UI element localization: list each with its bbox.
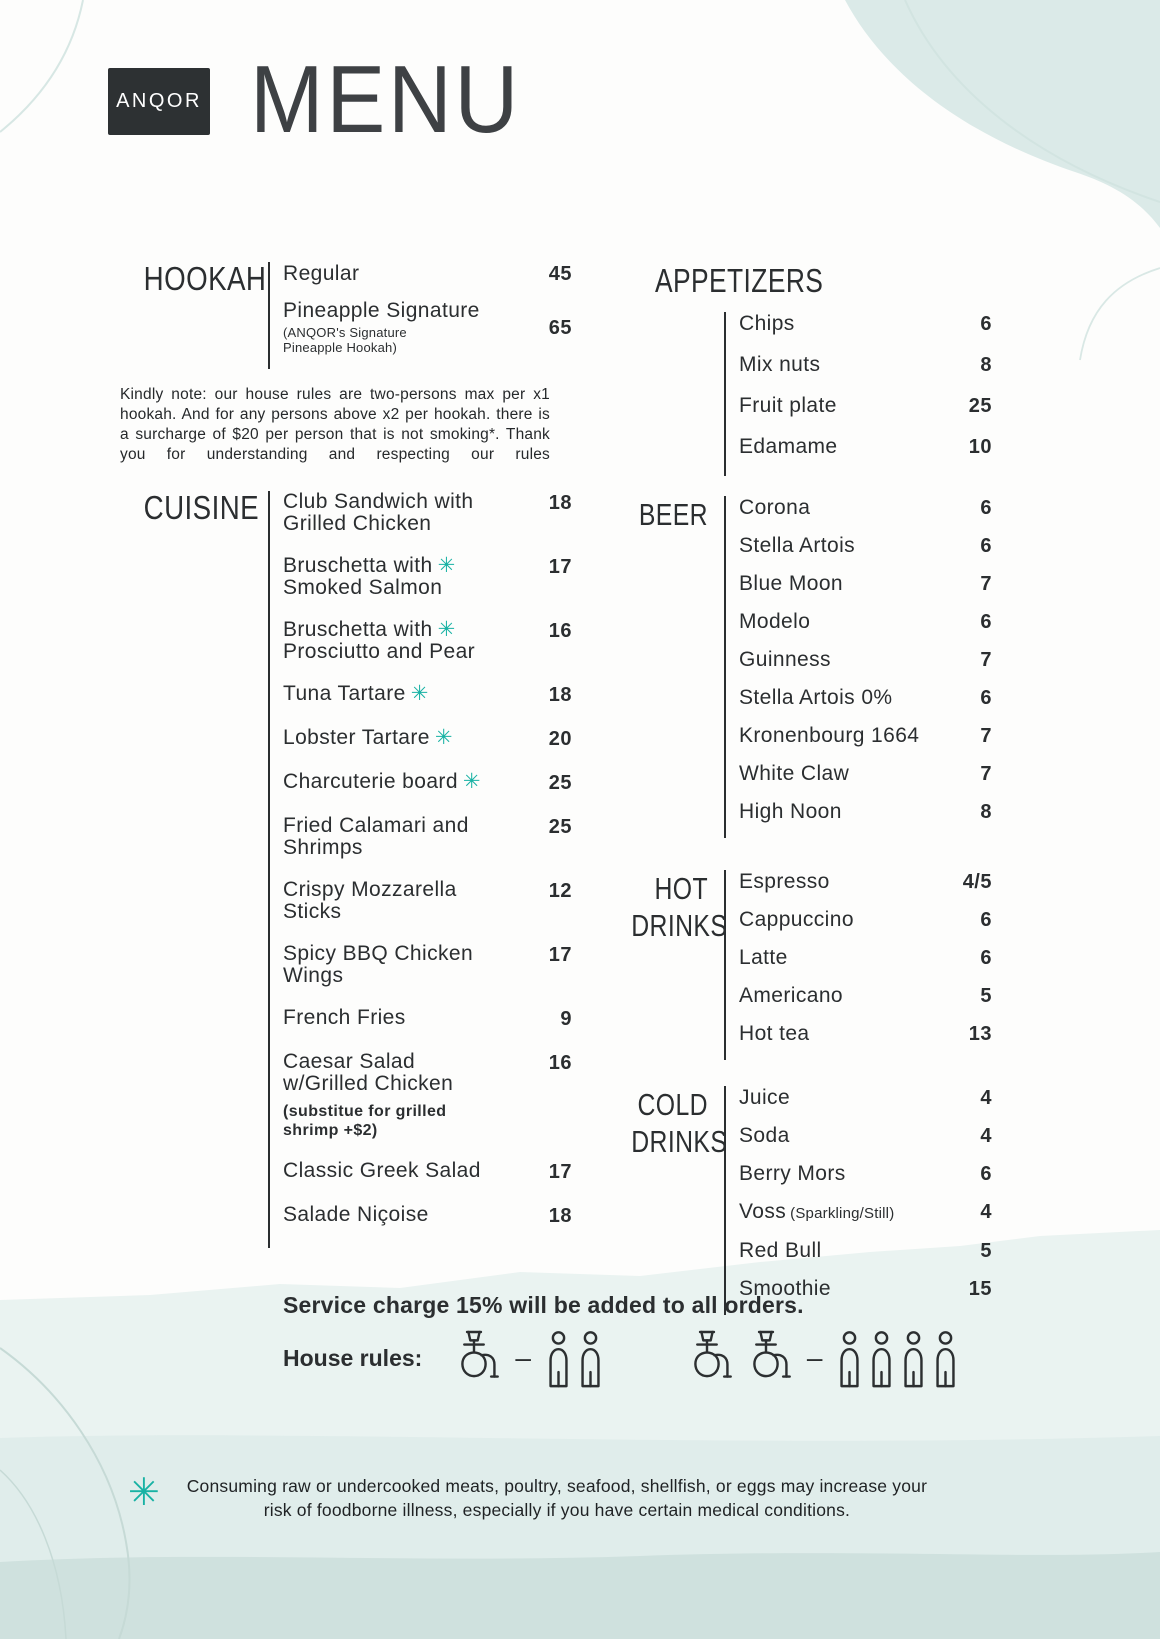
person-icon (933, 1330, 958, 1388)
person-icon (837, 1330, 862, 1388)
item-price: 18 (548, 492, 572, 514)
item-price: 4 (980, 1087, 992, 1109)
menu-item-row (283, 771, 572, 795)
item-price: 4 (980, 1201, 992, 1223)
item-price: 7 (980, 763, 992, 785)
menu-item-row (739, 1124, 992, 1148)
menu-item-row (739, 1239, 992, 1263)
disclaimer-text: Consuming raw or undercooked meats, poultry, seafood, shellfish, or eggs may increase your risk of foodborne illness, especially if you have certain medical conditions. (186, 1476, 928, 1520)
item-name-line2: Smoked Salmon (283, 576, 443, 599)
item-price: 16 (548, 620, 572, 642)
hookah-icon (681, 1328, 733, 1388)
item-price: 6 (980, 497, 992, 519)
section-cuisine (120, 491, 572, 1248)
item-note: (substitue for grilled shrimp +$2) (283, 1103, 447, 1139)
cuisine-items (268, 491, 572, 1248)
item-price: 7 (980, 725, 992, 747)
raw-food-disclaimer (128, 1474, 940, 1522)
menu-item-row (739, 984, 992, 1008)
menu-item-row (739, 353, 992, 377)
person-icon (901, 1330, 926, 1388)
item-name: White Claw (739, 762, 850, 785)
label-spacer (612, 312, 724, 476)
item-price: 16 (548, 1052, 572, 1074)
item-price: 12 (548, 880, 572, 902)
section-cold-drinks (612, 1086, 992, 1315)
menu-item-row (739, 312, 992, 336)
menu-item-row (283, 1204, 572, 1228)
item-price: 5 (980, 1240, 992, 1262)
item-name: Espresso (739, 870, 830, 893)
item-name: High Noon (739, 800, 842, 823)
hookah-icon (448, 1328, 500, 1388)
menu-item-row (739, 908, 992, 932)
house-rule-group-1 (448, 1328, 603, 1388)
brand-logo (108, 68, 210, 135)
item-price: 8 (980, 801, 992, 823)
house-rule-group-2 (681, 1328, 959, 1388)
section-label-hot-drinks: HOT DRINKS (631, 871, 728, 943)
brand-logo-text: ANQOR (116, 90, 202, 112)
item-name: Voss (Sparkling/Still) (739, 1200, 895, 1223)
item-name: French Fries (283, 1006, 406, 1029)
item-name: Stella Artois (739, 534, 856, 557)
item-price: 17 (548, 944, 572, 966)
item-name: Berry Mors (739, 1162, 846, 1185)
item-price: 17 (548, 556, 572, 578)
menu-item-row (739, 394, 992, 418)
item-price: 10 (968, 436, 992, 458)
person-icon (869, 1330, 894, 1388)
item-name: Cappuccino (739, 908, 854, 931)
menu-item-row (283, 262, 572, 286)
item-name: Americano (739, 984, 843, 1007)
section-hookah (120, 262, 572, 465)
item-name: Guinness (739, 648, 831, 671)
item-name: Latte (739, 946, 788, 969)
item-name: Kronenbourg 1664 (739, 724, 920, 747)
item-price: 13 (968, 1023, 992, 1045)
item-name: Stella Artois 0% (739, 686, 893, 709)
item-name: Chips (739, 312, 795, 335)
item-price: 6 (980, 313, 992, 335)
item-name: Hot tea (739, 1022, 810, 1045)
item-price: 6 (980, 611, 992, 633)
item-price: 18 (548, 684, 572, 706)
item-price: 9 (560, 1008, 572, 1030)
section-beer (612, 496, 992, 838)
raw-food-star-icon: ✳ (128, 1472, 160, 1514)
item-name: Spicy BBQ Chicken Wings (283, 942, 474, 987)
menu-item-row (283, 727, 572, 751)
item-name: Regular (283, 262, 360, 285)
menu-item-row (739, 435, 992, 459)
menu-item-row (739, 946, 992, 970)
beer-items (724, 496, 992, 838)
raw-food-star-icon: ✳ (434, 726, 453, 749)
section-hot-drinks (612, 870, 992, 1060)
item-price: 6 (980, 687, 992, 709)
item-name: Lobster Tartare ✳ (283, 726, 453, 749)
item-name-line2: Grilled Chicken (283, 512, 432, 535)
menu-item-row (283, 300, 572, 355)
item-subtext: (ANQOR's Signature Pineapple Hookah) (283, 325, 407, 355)
menu-item-row (283, 815, 572, 859)
person-icon (578, 1330, 603, 1388)
item-name: Corona (739, 496, 811, 519)
menu-item-row (739, 762, 992, 786)
menu-item-row (739, 1086, 992, 1110)
raw-food-star-icon: ✳ (462, 770, 481, 793)
item-name-line2: Prosciutto and Pear (283, 640, 476, 663)
item-price: 20 (548, 728, 572, 750)
menu-item-row (739, 686, 992, 710)
menu-item-row (739, 800, 992, 824)
item-name: Tuna Tartare ✳ (283, 682, 429, 705)
item-name: Edamame (739, 435, 838, 458)
menu-item-row (739, 1162, 992, 1186)
hookah-house-rules-note: Kindly note: our house rules are two-persons max per x1 hookah. And for any persons above x2 per hookah. there is a surcharge of $20 per person that is not smoking*. Thank you for understanding and respecting our rules (120, 386, 550, 463)
item-price: 17 (548, 1161, 572, 1183)
menu-item-row (739, 610, 992, 634)
menu-item-row (739, 870, 992, 894)
hot-drinks-items (724, 870, 992, 1060)
menu-item-row (283, 943, 572, 987)
item-suffix: (Sparkling/Still) (790, 1205, 895, 1222)
item-name: Fried Calamari and Shrimps (283, 814, 469, 859)
dash-separator: – (806, 1342, 823, 1373)
item-price: 45 (548, 263, 572, 285)
item-price: 4 (980, 1125, 992, 1147)
menu-item-row (283, 683, 572, 707)
section-label-appetizers: APPETIZERS (655, 262, 824, 299)
item-price: 6 (980, 1163, 992, 1185)
item-name-line2: Shrimps (283, 836, 363, 859)
item-name: Modelo (739, 610, 811, 633)
menu-item-row (739, 648, 992, 672)
menu-item-row (283, 1007, 572, 1031)
item-name: Pineapple Signature (ANQOR's Signature Pineapple Hookah) (283, 299, 480, 355)
menu-item-row (739, 1022, 992, 1046)
item-name: Charcuterie board ✳ (283, 770, 481, 793)
item-name: Mix nuts (739, 353, 821, 376)
service-charge-note: Service charge 15% will be added to all orders. (283, 1292, 804, 1318)
item-price: 4/5 (962, 871, 992, 893)
menu-item-row (283, 1160, 572, 1184)
left-column (120, 262, 572, 1248)
item-name: Club Sandwich with Grilled Chicken (283, 490, 474, 535)
raw-food-star-icon: ✳ (437, 554, 456, 577)
item-price: 6 (980, 535, 992, 557)
item-price: 18 (548, 1205, 572, 1227)
house-rules-groups (448, 1328, 958, 1388)
page-title: MENU (250, 46, 522, 153)
house-rules (283, 1328, 958, 1388)
item-name: Salade Niçoise (283, 1203, 429, 1226)
item-name: Caesar Salad w/Grilled Chicken (substitue for grilled shrimp +$2) (283, 1051, 483, 1140)
appetizers-items (724, 312, 992, 476)
item-price: 15 (968, 1278, 992, 1300)
menu-item-row (739, 496, 992, 520)
menu-item-row (739, 724, 992, 748)
person-icon (546, 1330, 571, 1388)
cold-drinks-items (724, 1086, 992, 1315)
right-column (612, 262, 992, 1315)
menu-item-row (283, 879, 572, 923)
item-name: Bruschetta with ✳ Smoked Salmon (283, 554, 456, 599)
hookah-icon (740, 1328, 792, 1388)
dash-separator: – (515, 1342, 531, 1373)
menu-item-row (283, 619, 572, 663)
item-price: 25 (968, 395, 992, 417)
section-label-cuisine: CUISINE (143, 489, 260, 526)
menu-item-row (739, 1200, 992, 1225)
hookah-items (268, 262, 572, 369)
item-name: Fruit plate (739, 394, 837, 417)
item-price: 7 (980, 649, 992, 671)
item-name: Smoothie (739, 1277, 831, 1300)
item-price: 25 (548, 772, 572, 794)
item-name: Red Bull (739, 1239, 822, 1262)
menu-item-row (739, 534, 992, 558)
item-price: 5 (980, 985, 992, 1007)
section-label-hookah: HOOKAH (143, 260, 267, 297)
item-name-line2: w/Grilled Chicken (283, 1072, 454, 1095)
item-price: 8 (980, 354, 992, 376)
item-price: 6 (980, 909, 992, 931)
item-name: Classic Greek Salad (283, 1159, 481, 1182)
item-name: Crispy Mozzarella Sticks (283, 878, 457, 923)
raw-food-star-icon: ✳ (410, 682, 429, 705)
menu-item-row (283, 1051, 572, 1140)
item-price: 25 (548, 816, 572, 838)
item-price: 7 (980, 573, 992, 595)
section-appetizers (612, 262, 992, 476)
raw-food-star-icon: ✳ (437, 618, 456, 641)
menu-item-row (739, 572, 992, 596)
item-name-line2: Wings (283, 964, 344, 987)
item-price: 65 (548, 316, 572, 339)
item-name: Soda (739, 1124, 790, 1147)
item-name: Bruschetta with ✳ Prosciutto and Pear (283, 618, 476, 663)
menu-item-row (283, 555, 572, 599)
section-label-cold-drinks: COLD DRINKS (631, 1087, 728, 1159)
item-price: 6 (980, 947, 992, 969)
item-name: Juice (739, 1086, 791, 1109)
section-label-beer: BEER (638, 497, 708, 532)
item-name-line2: Sticks (283, 900, 342, 923)
item-name: Blue Moon (739, 572, 843, 595)
menu-item-row (283, 491, 572, 535)
house-rules-label: House rules: (283, 1344, 423, 1371)
